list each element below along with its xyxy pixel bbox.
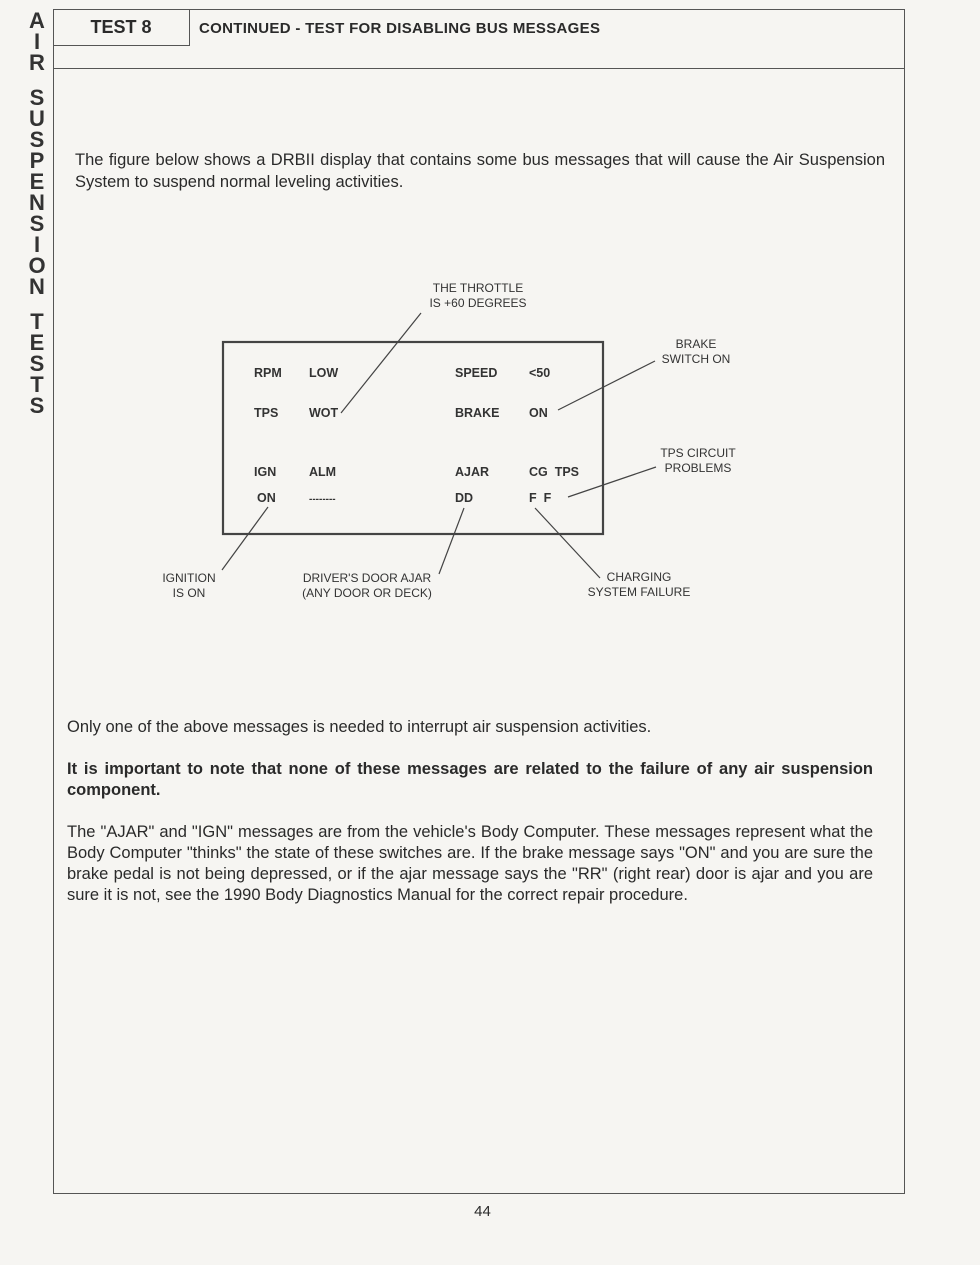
paragraph-one-message-needed: Only one of the above messages is needed to interrupt air suspension activities. [67,718,652,736]
side-tab-letter: I [33,29,41,54]
ignition-callout-line2: IS ON [172,586,206,600]
tps-leader-line [568,467,656,497]
charging-callout-line2: SYSTEM FAILURE [587,585,691,599]
tps-label: TPS [254,406,279,420]
tps-value: WOT [309,406,339,420]
side-tab-letter: R [29,50,45,75]
tps-callout-line1: TPS CIRCUIT [660,446,736,460]
paragraph-body-computer: The "AJAR" and "IGN" messages are from the vehicle's Body Computer. These messages represent what the Body Computer "thinks" the state of these switches are. If the brake message says "ON" and you are sure the brake pedal is not being depressed, or if the ajar message says the "RR" (right rear) door is ajar and you are sure it is not, see the 1990 Body Diagnostics Manual for the correct repair procedure. [67,823,873,904]
ajar-value: DD [455,491,474,505]
side-tab-letter: A [29,8,45,33]
ign-label: IGN [254,465,277,479]
side-tab-letter: T [30,372,44,397]
throttle-leader-line [341,313,421,413]
ignition-callout-line1: IGNITION [162,571,216,585]
side-tab-letter: S [29,351,45,376]
side-tab-letter: S [29,85,45,110]
speed-value: <50 [529,366,551,380]
tps-callout-line2: PROBLEMS [664,461,732,475]
test-number-label: TEST 8 [53,9,190,46]
side-tab-letter: U [29,106,45,131]
section-title: CONTINUED - TEST FOR DISABLING BUS MESSAGES [199,20,601,37]
side-tab-letter: T [30,309,44,334]
throttle-callout-line1: THE THROTTLE [432,281,524,295]
ign-value: ON [257,491,276,505]
door-callout-line1: DRIVER'S DOOR AJAR [302,571,432,585]
speed-label: SPEED [455,366,498,380]
brake-callout-line1: BRAKE [675,337,717,351]
intro-paragraph: The figure below shows a DRBII display that contains some bus messages that will cause the Air Suspension System to suspend normal leveling activities. [75,151,885,191]
cg-tps-value: F F [529,491,552,505]
charging-callout-line1: CHARGING [606,570,672,584]
brake-callout-line2: SWITCH ON [661,352,731,366]
rpm-value: LOW [309,366,339,380]
side-tab-letter: N [29,274,45,299]
cg-tps-label: CG TPS [529,465,580,479]
brake-value: ON [529,406,548,420]
side-tab-letter: S [29,393,45,418]
side-tab-letter: O [28,253,46,278]
side-tab-letter: S [29,211,45,236]
side-tab-letter: S [29,127,45,152]
side-tab-letter: I [33,232,41,257]
door-leader-line [439,508,464,574]
ignition-leader-line [222,507,268,570]
paragraph-important-note: It is important to note that none of these messages are related to the failure of any air suspension component. [67,760,873,799]
rpm-label: RPM [254,366,282,380]
door-callout-line2: (ANY DOOR OR DECK) [302,586,432,600]
throttle-callout-line2: IS +60 DEGREES [429,296,527,310]
alm-value: -------- [309,494,336,505]
side-tab-letter: N [29,190,45,215]
brake-label: BRAKE [455,406,500,420]
ajar-label: AJAR [455,465,490,479]
charging-leader-line [535,508,600,578]
brake-leader-line [558,361,655,410]
side-tab-letter: E [29,169,45,194]
side-tab-letter: E [29,330,45,355]
side-tab-letter: P [29,148,45,173]
alm-label: ALM [309,465,337,479]
page-number: 44 [474,1203,491,1220]
